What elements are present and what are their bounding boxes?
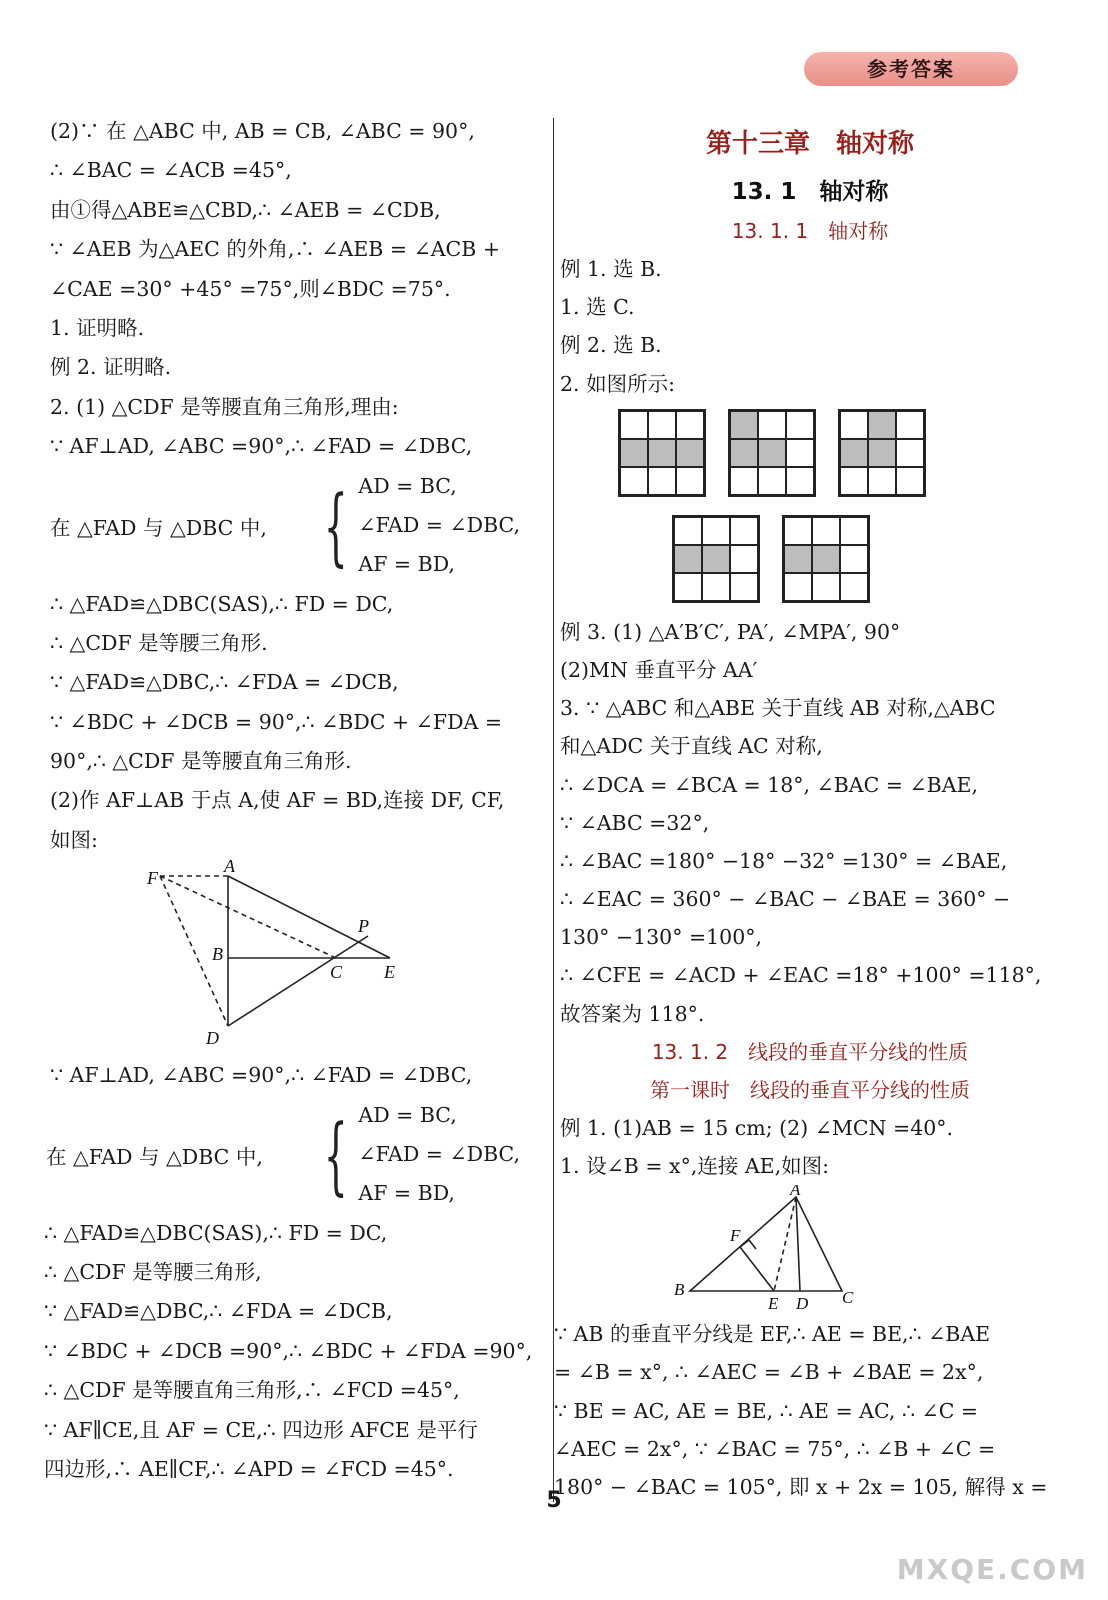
label-a: A <box>790 1185 801 1200</box>
text-line: ∵ ∠BDC + ∠DCB = 90°,∴ ∠BDC + ∠FDA = <box>50 709 503 734</box>
text-line: 四边形,∴ AE∥CF,∴ ∠APD = ∠FCD =45°. <box>44 1456 454 1481</box>
text-line: ∴ △CDF 是等腰三角形, <box>44 1260 262 1285</box>
text-line: 1. 设∠B = x°,连接 AE,如图: <box>560 1154 830 1178</box>
figure-2 <box>560 1185 1060 1315</box>
label-f: F <box>147 868 158 889</box>
text-line: ∵ AF⊥AD, ∠ABC =90°,∴ ∠FAD = ∠DBC, <box>50 1063 473 1088</box>
lines-a <box>560 250 1060 403</box>
triangle-abc <box>690 1197 842 1291</box>
page-number: 5 <box>546 1488 562 1513</box>
text-line: ∠AEC = 2x°, ∵ ∠BAC = 75°, ∴ ∠B + ∠C = <box>554 1436 996 1461</box>
text-line: ∴ △FAD≌△DBC(SAS),∴ FD = DC, <box>44 1220 388 1245</box>
text-line: 例 2. 证明略. <box>50 355 172 380</box>
label-e: E <box>384 962 395 983</box>
text-line: ∵ △FAD≌△DBC,∴ ∠FDA = ∠DCB, <box>50 670 399 695</box>
text-line: ∵ △FAD≌△DBC,∴ ∠FDA = ∠DCB, <box>44 1299 393 1324</box>
brace-lines <box>358 467 520 584</box>
column-divider <box>553 118 554 1502</box>
label-d: D <box>206 1028 219 1049</box>
text-line: ∵ ∠AEB 为△AEC 的外角,∴ ∠AEB = ∠ACB + <box>50 237 500 262</box>
text-line: ∵ ∠BDC + ∠DCB =90°,∴ ∠BDC + ∠FDA =90°, <box>44 1338 533 1363</box>
label-a: A <box>224 860 235 877</box>
subsection-title: 13. 1. 1 轴对称 <box>731 219 889 243</box>
text-line: 例 1. (1)AB = 15 cm; (2) ∠MCN =40°. <box>560 1115 954 1140</box>
lines-a <box>50 112 520 467</box>
brace-lead: 在 △FAD 与 △DBC 中, <box>46 1144 263 1169</box>
text-line: 和△ADC 关于直线 AC 对称, <box>560 734 823 759</box>
grid-1 <box>618 409 706 497</box>
text-line: 例 3. (1) △A′B′C′, PA′, ∠MPA′, 90° <box>560 619 901 644</box>
section-title: 13. 1 轴对称 <box>731 179 889 205</box>
label-c: C <box>842 1288 854 1308</box>
brace-line: ∠FAD = ∠DBC, <box>358 513 520 538</box>
lines-d <box>554 1315 1060 1506</box>
text-line: 1. 证明略. <box>50 315 145 340</box>
text-line: 2. (1) △CDF 是等腰直角三角形,理由: <box>50 394 399 419</box>
text-line: ∠CAE =30° +45° =75°,则∠BDC =75°. <box>50 276 451 301</box>
text-line: (2)∵ 在 △ABC 中, AB = CB, ∠ABC = 90°, <box>50 119 475 143</box>
grid-5 <box>782 515 870 603</box>
text-line: ∵ ∠ABC =32°, <box>560 810 710 835</box>
text-line: (2)作 AF⊥AB 于点 A,使 AF = BD,连接 DF, CF, <box>50 788 505 813</box>
grid-3 <box>838 409 926 497</box>
text-line: 2. 如图所示: <box>560 371 675 396</box>
brace-symbol: { <box>323 476 348 575</box>
right-angle-mark <box>740 1240 756 1249</box>
text-line: 如图: <box>50 827 98 852</box>
text-line: 3. ∵ △ABC 和△ABE 关于直线 AB 对称,△ABC <box>560 696 996 721</box>
text-line: ∴ △FAD≌△DBC(SAS),∴ FD = DC, <box>50 591 394 616</box>
label-e: E <box>768 1294 779 1314</box>
label-c: C <box>330 962 343 983</box>
brace-line: AD = BC, <box>358 474 457 499</box>
text-line: ∴ ∠CFE = ∠ACD + ∠EAC =18° +100° =118°, <box>560 963 1042 988</box>
text-line: 130° −130° =100°, <box>560 925 763 950</box>
symmetry-grids <box>560 403 1060 613</box>
text-line: 1. 选 C. <box>560 295 635 320</box>
figure-1-svg <box>50 860 520 1056</box>
lines-b <box>50 585 520 861</box>
brace-system-1 <box>50 467 520 585</box>
brace-lead: 在 △FAD 与 △DBC 中, <box>50 515 267 540</box>
text-line: 故答案为 118°. <box>560 1001 705 1026</box>
text-line: ∵ AF∥CE,且 AF = CE,∴ 四边形 AFCE 是平行 <box>44 1417 478 1442</box>
label-d: D <box>796 1294 809 1314</box>
brace-line: AF = BD, <box>358 1181 455 1206</box>
brace-line: AD = BC, <box>358 1103 457 1128</box>
text-line: ∵ AB 的垂直平分线是 EF,∴ AE = BE,∴ ∠BAE <box>554 1322 991 1347</box>
brace-symbol: { <box>323 1105 348 1204</box>
label-p: P <box>358 916 369 937</box>
left-column <box>44 112 533 1489</box>
text-line: ∵ AF⊥AD, ∠ABC =90°,∴ ∠FAD = ∠DBC, <box>50 434 473 459</box>
text-line: ∴ △CDF 是等腰三角形. <box>50 630 268 655</box>
text-line: (2)MN 垂直平分 AA′ <box>560 657 758 682</box>
text-line: ∴ △CDF 是等腰直角三角形,∴ ∠FCD =45°, <box>44 1378 460 1403</box>
brace-line: ∠FAD = ∠DBC, <box>358 1142 520 1167</box>
subsection-title: 13. 1. 2 线段的垂直平分线的性质 <box>651 1039 969 1064</box>
watermark: MXQE.COM <box>896 1553 1088 1586</box>
segment-dp <box>228 936 368 1026</box>
right-column <box>554 112 1060 1506</box>
figure-1 <box>50 860 520 1056</box>
brace-line: AF = BD, <box>358 552 455 577</box>
brace-system-2 <box>46 1096 520 1214</box>
text-line: ∴ ∠DCA = ∠BCA = 18°, ∠BAC = ∠BAE, <box>560 772 979 797</box>
label-f: F <box>730 1226 741 1246</box>
text-line: ∴ ∠BAC = ∠ACB =45°, <box>50 158 292 183</box>
text-line: 例 1. 选 B. <box>560 257 662 281</box>
lines-b <box>560 613 1060 1033</box>
text-line: ∵ BE = AC, AE = BE, ∴ AE = AC, ∴ ∠C = <box>554 1398 979 1423</box>
answer-badge: 参考答案 <box>804 52 1018 86</box>
text-line: 例 2. 选 B. <box>560 333 662 358</box>
brace-lines <box>358 1096 520 1213</box>
segment-ad <box>796 1197 800 1291</box>
text-line: = ∠B = x°, ∴ ∠AEC = ∠B + ∠BAE = 2x°, <box>554 1360 984 1385</box>
label-b: B <box>674 1280 685 1300</box>
lesson-title: 第一课时 线段的垂直平分线的性质 <box>650 1077 970 1102</box>
text-line: 由①得△ABE≌△CBD,∴ ∠AEB = ∠CDB, <box>50 197 441 222</box>
text-line: 180° − ∠BAC = 105°, 即 x + 2x = 105, 解得 x = <box>554 1474 1048 1499</box>
grid-2 <box>728 409 816 497</box>
segment-ae <box>774 1197 796 1291</box>
grid-4 <box>672 515 760 603</box>
lines-c <box>560 1109 1060 1185</box>
text-line: ∴ ∠EAC = 360° − ∠BAC − ∠BAE = 360° − <box>560 887 1011 912</box>
label-b: B <box>212 944 223 965</box>
lines-d <box>44 1214 533 1490</box>
chapter-title: 第十三章 轴对称 <box>705 129 914 159</box>
text-line: ∴ ∠BAC =180° −18° −32° =130° = ∠BAE, <box>560 848 1008 873</box>
lines-c <box>50 1056 520 1095</box>
text-line: 90°,∴ △CDF 是等腰直角三角形. <box>50 749 352 774</box>
figure-2-svg <box>560 1185 1060 1315</box>
segment-fe <box>740 1247 774 1291</box>
